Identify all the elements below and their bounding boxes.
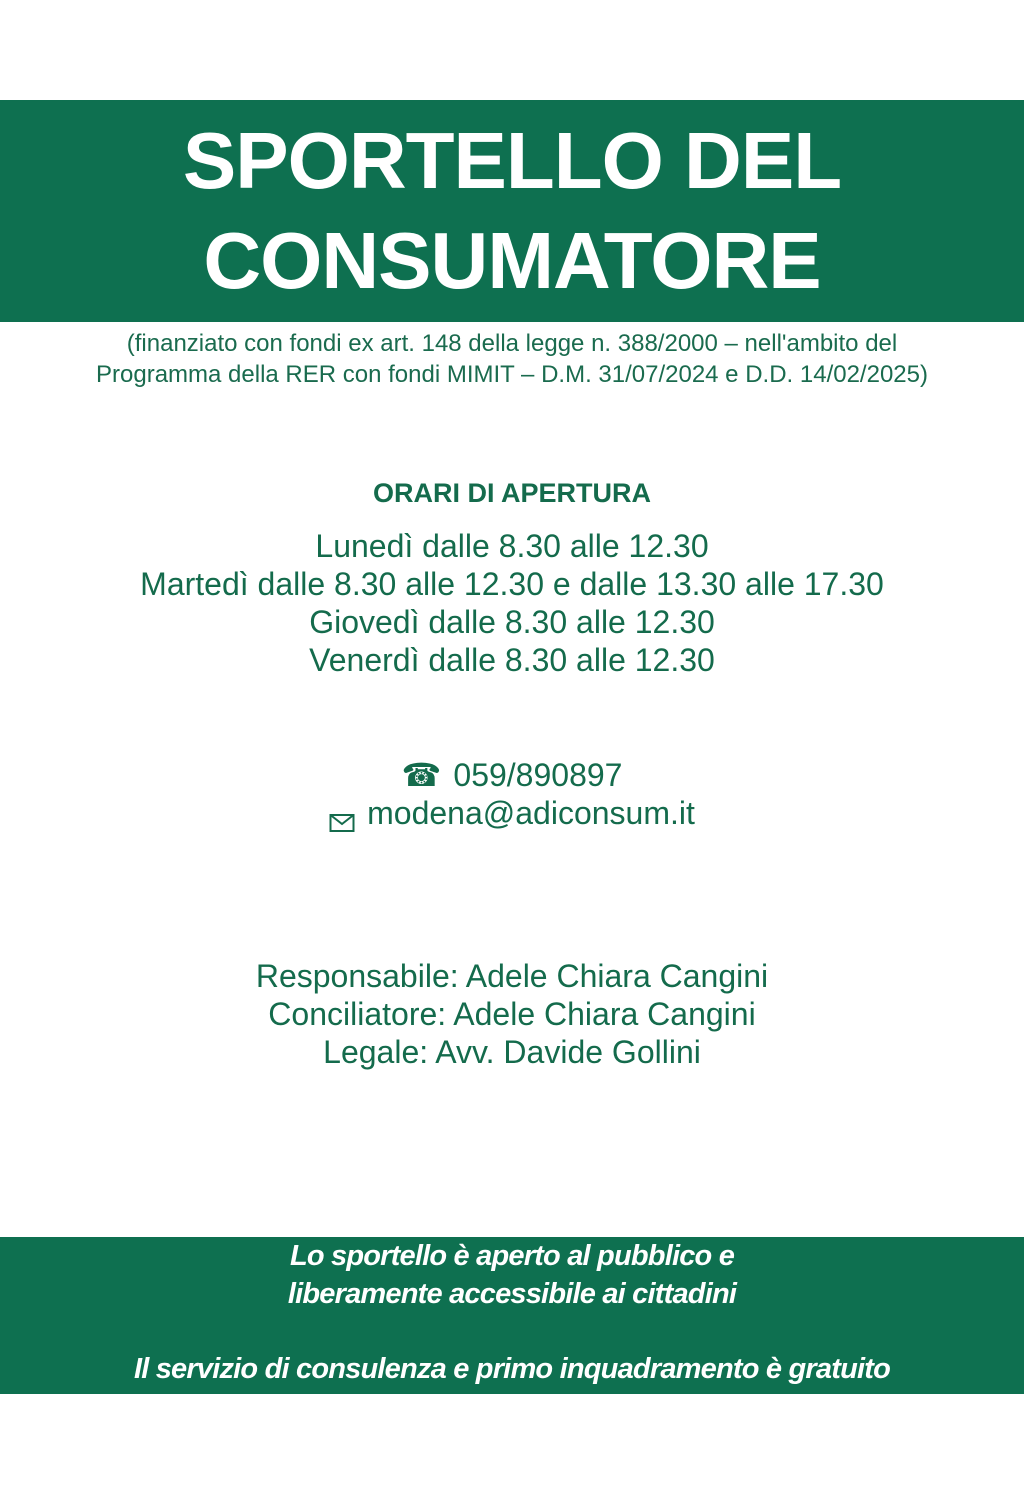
hours-monday: Lunedì dalle 8.30 alle 12.30 <box>315 528 709 564</box>
hours-friday: Venerdì dalle 8.30 alle 12.30 <box>309 642 715 678</box>
footer-line-2: liberamente accessibile ai cittadini <box>287 1278 737 1310</box>
staff-responsabile: Responsabile: Adele Chiara Cangini <box>255 958 769 994</box>
page-title-line-2: CONSUMATORE <box>203 216 821 305</box>
footer-line-1: Lo sportello è aperto al pubblico e <box>289 1240 735 1272</box>
contacts-section <box>0 756 1024 832</box>
funding-note-line-1: (finanziato con fondi ex art. 148 della legge n. 388/2000 – nell'ambito del <box>126 330 898 357</box>
phone-number[interactable]: 059/890897 <box>453 757 623 793</box>
footer-banner <box>0 1237 1024 1394</box>
funding-note-line-2: Programma della RER con fondi MIMIT – D.M. 31/07/2024 e D.D. 14/02/2025) <box>96 361 928 388</box>
email-row <box>0 794 1024 832</box>
phone-row <box>0 756 1024 794</box>
page-title-line-1: SPORTELLO DEL <box>182 116 842 205</box>
hours-thursday: Giovedì dalle 8.30 alle 12.30 <box>309 604 715 640</box>
funding-note <box>0 328 1024 390</box>
opening-hours-heading: ORARI DI APERTURA <box>372 478 651 508</box>
phone-icon: ☎ <box>401 757 442 793</box>
footer-line-3: Il servizio di consulenza e primo inquadramento è gratuito <box>133 1353 891 1385</box>
envelope-icon <box>329 803 355 823</box>
opening-hours-list <box>0 527 1024 679</box>
header-banner <box>0 100 1024 322</box>
staff-conciliatore: Conciliatore: Adele Chiara Cangini <box>268 996 756 1032</box>
hours-tuesday: Martedì dalle 8.30 alle 12.30 e dalle 13.30 alle 17.30 <box>140 566 884 602</box>
staff-section <box>0 957 1024 1071</box>
staff-legale: Legale: Avv. Davide Gollini <box>323 1034 701 1070</box>
email-address[interactable]: modena@adiconsum.it <box>367 795 695 831</box>
